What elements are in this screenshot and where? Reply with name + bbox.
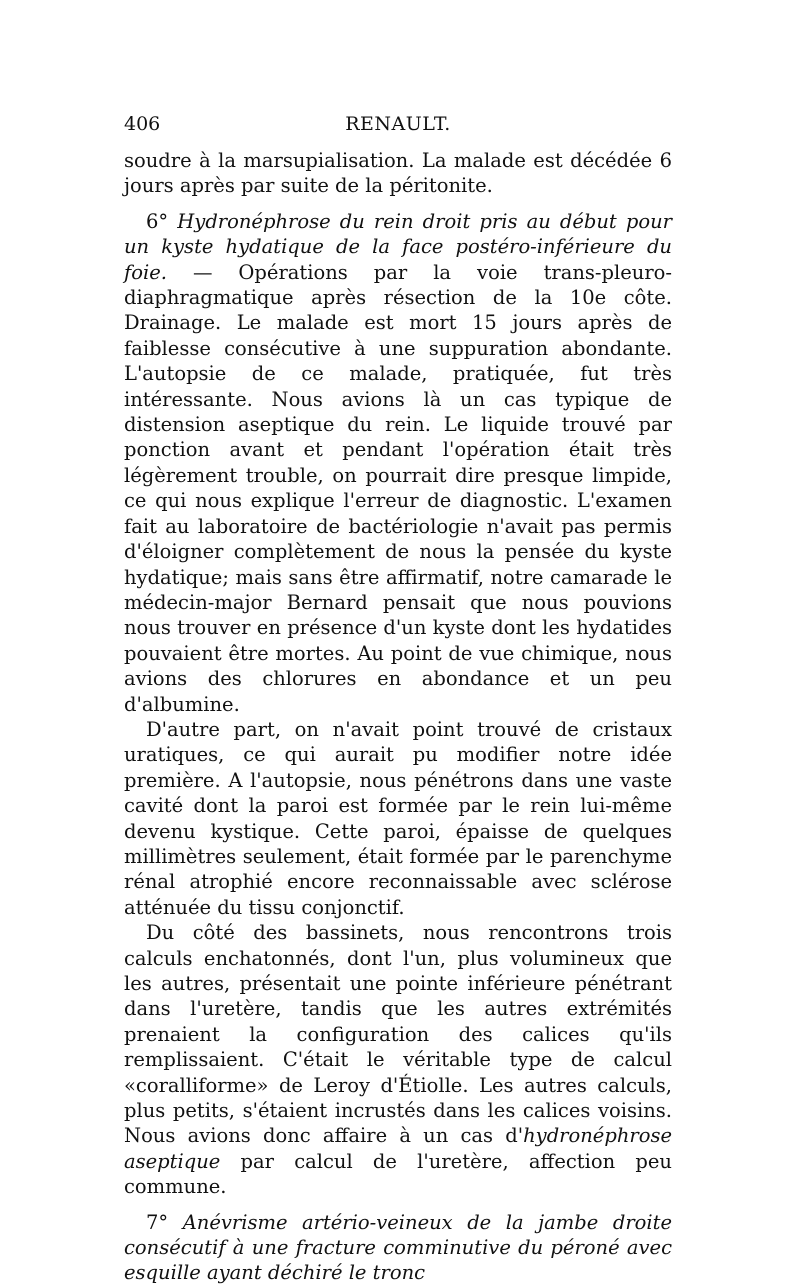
paragraph-3: [124, 717, 672, 920]
paragraph-4-text-after: par calcul de l'uretère, affection peu commune.: [124, 1149, 672, 1199]
page-number: 406: [124, 113, 161, 135]
section-title-7: Anévrisme artério-veineux de la jambe droite consécutif à une fracture comminutive du péroné avec esquille ayant déchiré le tronc: [124, 1210, 673, 1285]
paragraph-2-text: — Opérations par la voie trans-pleuro-diaphragmatique après résection de la 10e côte. Drainage. Le malade est mort 15 jours après de faiblesse consécutive à une suppuration abondante. L'autopsie de ce malade, pratiquée, fut très intéressante. Nous avions là un cas typique de distension aseptique du rein. Le liquide trouvé par ponction avant et pendant l'opération était très légèrement trouble, on pourrait dire presque limpide, ce qui nous explique l'erreur de diagnostic. L'examen fait au laboratoire de bactériologie n'avait pas permis d'éloigner complètement de nous la pensée du kyste hydatique; mais sans être affirmatif, notre camarade le médecin-major Bernard pensait que nous pouvions nous trouver en présence d'un kyste dont les hydatides pouvaient être mortes. Au point de vue chimique, nous avions des chlorures en abondance et un peu d'albumine.: [124, 260, 672, 716]
paragraph-5: [124, 1210, 672, 1286]
running-head: RENAULT.: [345, 113, 451, 135]
paragraph-1-text: soudre à la marsupialisation. La malade est décédée 6 jours après par suite de la péritonite.: [124, 149, 672, 198]
paragraph-3-text: D'autre part, on n'avait point trouvé de cristaux uratiques, ce qui aurait pu modifier notre idée première. A l'autopsie, nous pénétrons dans une vaste cavité dont la paroi est formée par le rein lui-même devenu kystique. Cette paroi, épaisse de quelques millimètres seulement, était formée par le parenchyme rénal atrophié encore reconnaissable avec sclérose atténuée du tissu conjonctif.: [124, 717, 672, 919]
paragraph-1: [124, 148, 672, 199]
paragraph-4: [124, 920, 672, 1199]
paragraph-4-italic: hydronéphrose aseptique: [124, 1124, 672, 1173]
paragraph-4-text-before: Du côté des bassinets, nous rencontrons trois calculs enchatonnés, dont l'un, plus volumineux que les autres, présentait une pointe inférieure pénétrant dans l'uretère, tandis que les autres extrémités prenaient la configuration des calices qu'ils remplissaient. C'était le véritable type de calcul «coralliforme» de Leroy d'Étiolle. Les autres calculs, plus petits, s'étaient incrustés dans les calices voisins. Nous avions donc affaire à un cas d': [124, 921, 672, 1148]
body-text: [124, 148, 672, 1286]
paragraph-2: [124, 209, 672, 717]
section-title-6: Hydronéphrose du rein droit pris au début pour un kyste hydatique de la face postéro-inférieure du foie.: [124, 209, 672, 284]
section-number-7: 7°: [146, 1210, 169, 1234]
section-number-6: 6°: [146, 209, 169, 233]
